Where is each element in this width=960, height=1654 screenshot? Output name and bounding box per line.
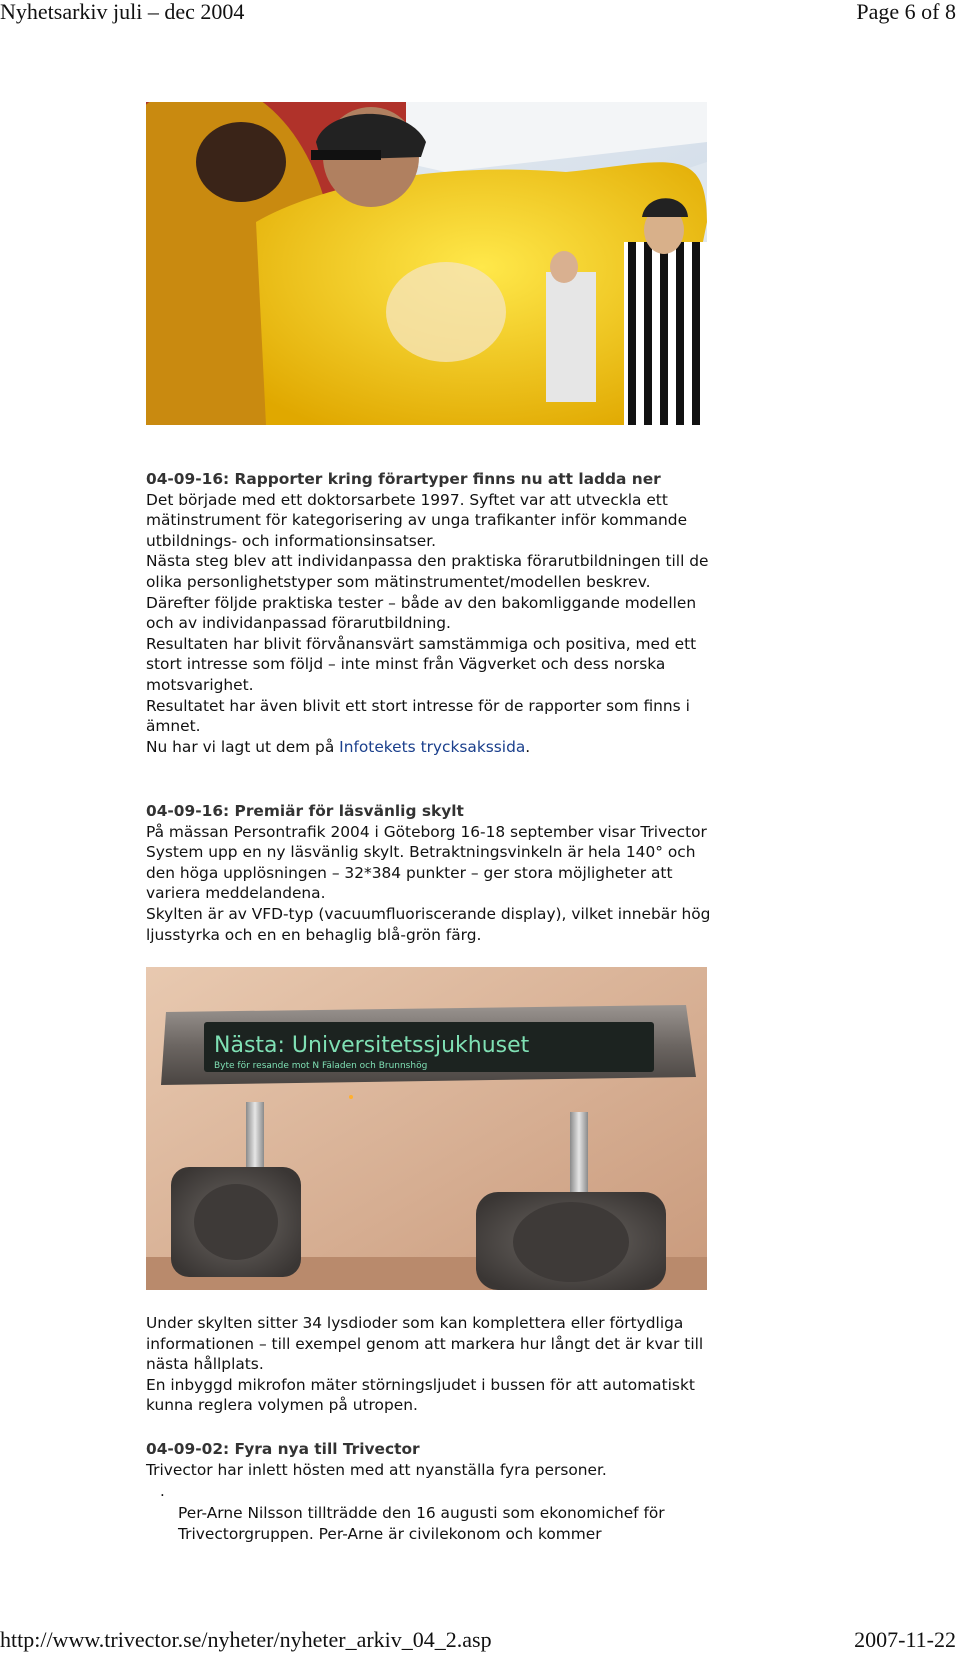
article-2-paragraph: Skylten är av VFD-typ (vacuumfluoriscerande display), vilket innebär hög ljusstyrka och en en behaglig blå-grön färg. — [146, 904, 711, 944]
article-2 — [146, 801, 716, 945]
sign-line-1: Nästa: Universitetssjukhuset — [214, 1033, 530, 1058]
article-2-paragraph: Under skylten sitter 34 lysdioder som kan komplettera eller förtydliga informationen – till exempel genom att markera hur långt det är kvar till nästa hållplats. — [146, 1314, 704, 1374]
page-number: Page 6 of 8 — [856, 0, 956, 24]
article-1-paragraph: Nästa steg blev att individanpassa den praktiska förarutbildningen till de olika personlighetstyper som mätinstrumentet/modellen beskrev. — [146, 552, 709, 591]
page-header-title: Nyhetsarkiv juli – dec 2004 — [0, 0, 245, 24]
page-footer-date: 2007-11-22 — [854, 1627, 956, 1652]
article-1-paragraph: Därefter följde praktiska tester – både av den bakomliggande modellen och av individanpassad förarutbildning. — [146, 593, 697, 633]
article-1 — [146, 469, 716, 757]
article-3-paragraph: Trivector har inlett hösten med att nyanställa fyra personer. — [146, 1460, 607, 1479]
list-item: Per-Arne Nilsson tillträdde den 16 augusti som ekonomichef för Trivectorgruppen. Per-Arne är civilekonom och kommer — [178, 1504, 665, 1543]
article-1-paragraph: Resultatet har även blivit ett stort intresse för de rapporter som finns i ämnet. — [146, 696, 690, 736]
article-1-paragraph-link-line — [146, 737, 716, 758]
page-footer-url: http://www.trivector.se/nyheter/nyheter_arkiv_04_2.asp — [0, 1627, 492, 1652]
article-1-paragraph: Det började med ett doktorsarbete 1997. Syftet var att utveckla ett mätinstrument för kategorisering av unga trafikanter inför kommande utbildnings- och informationsinsatser. — [146, 490, 688, 550]
sign-line-2: Byte för resande mot N Fäladen och Brunnshög — [214, 1061, 428, 1071]
hockey-photo — [146, 102, 707, 425]
article-1-paragraph: Resultaten har blivit förvånansvärt samstämmiga och positiva, med ett stort intresse som följd – inte minst från Vägverket och dess norska motsvarighet. — [146, 634, 697, 694]
article-3-headline: 04-09-02: Fyra nya till Trivector — [146, 1440, 420, 1458]
link-prefix: Nu har vi lagt ut dem på — [146, 737, 340, 756]
article-2-continued — [146, 1313, 716, 1416]
article-2-paragraph: På mässan Persontrafik 2004 i Göteborg 16-18 september visar Trivector System upp en ny läsvänlig skylt. Betraktningsvinkeln är hela 140° och den höga upplösningen – 32*384 punkter – ger stora möjligheter att variera meddelandena. — [146, 822, 707, 903]
vfd-sign-photo — [146, 967, 707, 1290]
article-2-headline: 04-09-16: Premiär för läsvänlig skylt — [146, 802, 464, 820]
article-3 — [146, 1439, 716, 1480]
article-2-paragraph: En inbyggd mikrofon mäter störningsljudet i bussen för att automatiskt kunna reglera volymen på utropen. — [146, 1375, 695, 1415]
list-bullet: . — [160, 1482, 165, 1500]
link-suffix: . — [525, 737, 531, 756]
infotek-link[interactable]: Infotekets trycksakssida — [339, 737, 526, 756]
article-1-headline: 04-09-16: Rapporter kring förartyper finns nu att ladda ner — [146, 470, 661, 488]
